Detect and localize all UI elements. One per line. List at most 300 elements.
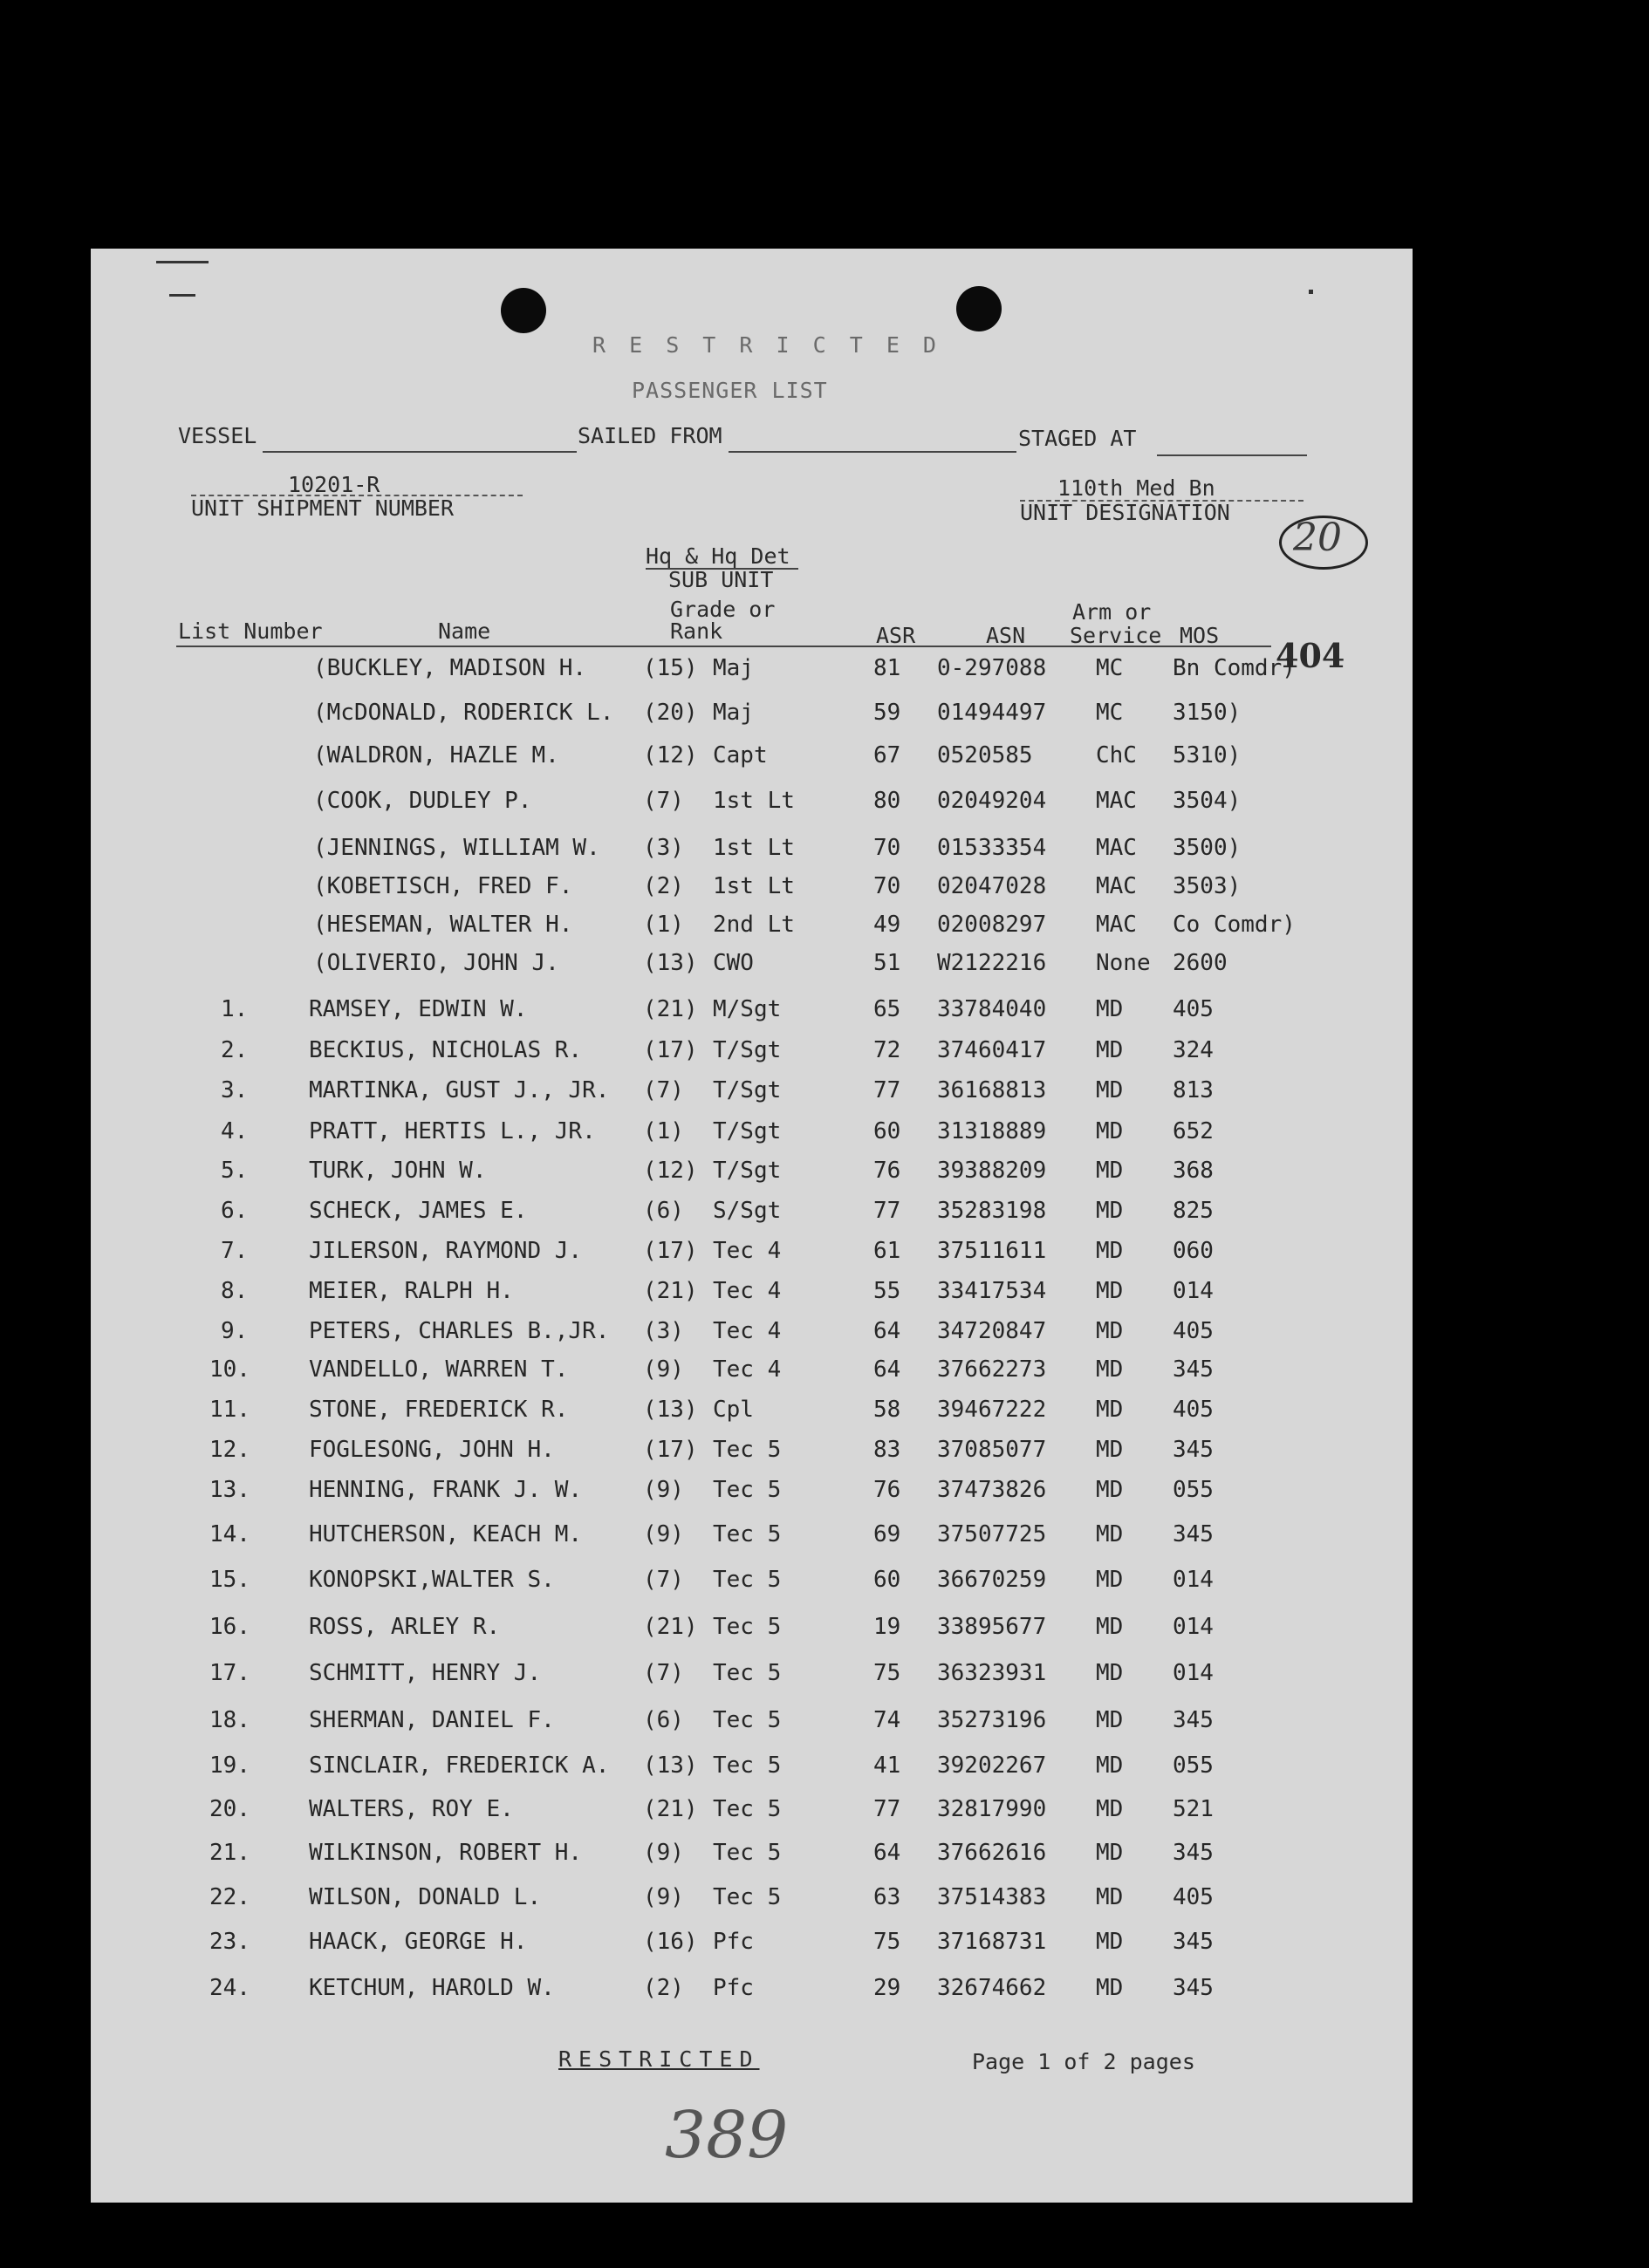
punch-hole-right xyxy=(956,286,1002,331)
asn-cell: 33895677 xyxy=(937,1614,1047,1640)
grade-code-cell: (12) xyxy=(643,742,698,769)
grade-code-cell: (9) xyxy=(643,1840,684,1866)
arm-service-cell: MC xyxy=(1096,655,1124,681)
rank-cell: Tec 5 xyxy=(713,1521,782,1547)
list-number-cell: 24. xyxy=(209,1975,250,2001)
mos-cell: 405 xyxy=(1173,1397,1214,1423)
grade-code-cell: (21) xyxy=(643,1278,698,1304)
name-cell: (WALDRON, HAZLE M. xyxy=(313,742,559,769)
arm-service-cell: MD xyxy=(1096,1356,1124,1383)
grade-code-cell: (2) xyxy=(643,873,684,899)
name-cell: PRATT, HERTIS L., JR. xyxy=(309,1118,596,1144)
arm-service-cell: MD xyxy=(1096,996,1124,1022)
asn-cell: 39202267 xyxy=(937,1752,1047,1779)
asn-cell: 31318889 xyxy=(937,1118,1047,1144)
classification-top: R E S T R I C T E D xyxy=(592,332,941,358)
rank-cell: Tec 5 xyxy=(713,1660,782,1686)
handwritten-page-number: 389 xyxy=(665,2098,789,2173)
arm-service-cell: MAC xyxy=(1096,873,1137,899)
list-number-cell: 6. xyxy=(221,1198,249,1224)
asr-cell: 63 xyxy=(873,1884,901,1910)
name-cell: WILSON, DONALD L. xyxy=(309,1884,542,1910)
asr-cell: 65 xyxy=(873,996,901,1022)
asr-cell: 55 xyxy=(873,1278,901,1304)
table-row xyxy=(91,998,1413,1035)
asr-cell: 59 xyxy=(873,700,901,726)
asn-cell: 32817990 xyxy=(937,1796,1047,1822)
grade-code-cell: (13) xyxy=(643,1752,698,1779)
arm-service-cell: MAC xyxy=(1096,835,1137,861)
table-row xyxy=(91,1320,1413,1356)
name-cell: HUTCHERSON, KEACH M. xyxy=(309,1521,583,1547)
arm-service-cell: MD xyxy=(1096,1318,1124,1344)
table-row xyxy=(91,701,1413,738)
grade-code-cell: (12) xyxy=(643,1158,698,1184)
column-header-asn: ASN xyxy=(986,623,1026,648)
asn-cell: 37662616 xyxy=(937,1840,1047,1866)
table-row xyxy=(91,1841,1413,1878)
asn-cell: 01533354 xyxy=(937,835,1047,861)
name-cell: ROSS, ARLEY R. xyxy=(309,1614,501,1640)
rank-cell: Tec 5 xyxy=(713,1884,782,1910)
table-row xyxy=(91,837,1413,873)
grade-code-cell: (2) xyxy=(643,1975,684,2001)
asr-cell: 77 xyxy=(873,1077,901,1103)
list-number-cell: 5. xyxy=(221,1158,249,1184)
unit-designation-label: UNIT DESIGNATION xyxy=(1020,500,1230,525)
grade-code-cell: (9) xyxy=(643,1356,684,1383)
asr-cell: 83 xyxy=(873,1437,901,1463)
list-number-cell: 1. xyxy=(221,996,249,1022)
arm-service-cell: MAC xyxy=(1096,912,1137,938)
rank-cell: Maj xyxy=(713,700,754,726)
mos-cell: 345 xyxy=(1173,1356,1214,1383)
grade-code-cell: (7) xyxy=(643,1077,684,1103)
list-number-cell: 20. xyxy=(209,1796,250,1822)
mos-cell: Bn Comdr) xyxy=(1173,655,1296,681)
grade-code-cell: (17) xyxy=(643,1437,698,1463)
table-row xyxy=(91,657,1413,693)
arm-service-cell: MC xyxy=(1096,700,1124,726)
mos-cell: 405 xyxy=(1173,1318,1214,1344)
grade-code-cell: (1) xyxy=(643,1118,684,1144)
list-number-cell: 12. xyxy=(209,1437,250,1463)
grade-code-cell: (7) xyxy=(643,1567,684,1593)
name-cell: SCHMITT, HENRY J. xyxy=(309,1660,542,1686)
mos-cell: 014 xyxy=(1173,1567,1214,1593)
asn-cell: 02049204 xyxy=(937,788,1047,814)
arm-service-cell: MAC xyxy=(1096,788,1137,814)
table-row xyxy=(91,1159,1413,1196)
name-cell: MARTINKA, GUST J., JR. xyxy=(309,1077,610,1103)
mos-cell: 405 xyxy=(1173,996,1214,1022)
name-cell: MEIER, RALPH H. xyxy=(309,1278,514,1304)
ink-speck xyxy=(156,261,209,263)
mos-cell: 2600 xyxy=(1173,950,1228,976)
table-row xyxy=(91,952,1413,988)
arm-service-cell: MD xyxy=(1096,1037,1124,1063)
header-rule xyxy=(176,646,1271,647)
vessel-line xyxy=(263,451,577,453)
staged-at-label: STAGED AT xyxy=(1018,426,1137,451)
ink-speck xyxy=(169,294,195,297)
list-number-cell: 19. xyxy=(209,1752,250,1779)
grade-code-cell: (7) xyxy=(643,1660,684,1686)
grade-code-cell: (9) xyxy=(643,1884,684,1910)
arm-service-cell: MD xyxy=(1096,1158,1124,1184)
arm-service-cell: MD xyxy=(1096,1929,1124,1955)
arm-service-cell: MD xyxy=(1096,1521,1124,1547)
mos-cell: 060 xyxy=(1173,1238,1214,1264)
rank-cell: Tec 5 xyxy=(713,1477,782,1503)
rank-cell: T/Sgt xyxy=(713,1118,782,1144)
rank-cell: T/Sgt xyxy=(713,1158,782,1184)
grade-code-cell: (6) xyxy=(643,1198,684,1224)
mos-cell: 813 xyxy=(1173,1077,1214,1103)
arm-service-cell: None xyxy=(1096,950,1151,976)
rank-cell: T/Sgt xyxy=(713,1077,782,1103)
mos-cell: 345 xyxy=(1173,1929,1214,1955)
mos-cell: Co Comdr) xyxy=(1173,912,1296,938)
table-row xyxy=(91,913,1413,950)
arm-service-cell: MD xyxy=(1096,1238,1124,1264)
name-cell: PETERS, CHARLES B.,JR. xyxy=(309,1318,610,1344)
rank-cell: Tec 4 xyxy=(713,1356,782,1383)
asr-cell: 81 xyxy=(873,655,901,681)
table-row xyxy=(91,1358,1413,1395)
table-row xyxy=(91,1039,1413,1076)
rank-cell: S/Sgt xyxy=(713,1198,782,1224)
asr-cell: 74 xyxy=(873,1707,901,1733)
asr-cell: 19 xyxy=(873,1614,901,1640)
asr-cell: 76 xyxy=(873,1158,901,1184)
rank-cell: Tec 5 xyxy=(713,1796,782,1822)
asn-cell: 39467222 xyxy=(937,1397,1047,1423)
mos-cell: 345 xyxy=(1173,1707,1214,1733)
name-cell: TURK, JOHN W. xyxy=(309,1158,487,1184)
rank-cell: T/Sgt xyxy=(713,1037,782,1063)
table-row xyxy=(91,1886,1413,1923)
list-number-cell: 14. xyxy=(209,1521,250,1547)
arm-service-cell: MD xyxy=(1096,1567,1124,1593)
grade-code-cell: (17) xyxy=(643,1037,698,1063)
asn-cell: 01494497 xyxy=(937,700,1047,726)
asn-cell: 37514383 xyxy=(937,1884,1047,1910)
table-row xyxy=(91,1199,1413,1236)
grade-code-cell: (3) xyxy=(643,835,684,861)
sub-unit-label: SUB UNIT xyxy=(668,567,774,592)
asr-cell: 61 xyxy=(873,1238,901,1264)
table-row xyxy=(91,1120,1413,1157)
column-header-grade-line1: Grade or xyxy=(670,597,776,622)
grade-code-cell: (7) xyxy=(643,788,684,814)
mos-cell: 345 xyxy=(1173,1975,1214,2001)
name-cell: (McDONALD, RODERICK L. xyxy=(313,700,614,726)
column-header-list-number: List Number xyxy=(178,618,323,644)
name-cell: HAACK, GEORGE H. xyxy=(309,1929,528,1955)
asr-cell: 51 xyxy=(873,950,901,976)
name-cell: (BUCKLEY, MADISON H. xyxy=(313,655,587,681)
asn-cell: 02047028 xyxy=(937,873,1047,899)
name-cell: VANDELLO, WARREN T. xyxy=(309,1356,569,1383)
mos-cell: 345 xyxy=(1173,1437,1214,1463)
asn-cell: 36323931 xyxy=(937,1660,1047,1686)
asr-cell: 77 xyxy=(873,1796,901,1822)
mos-cell: 3504) xyxy=(1173,788,1242,814)
table-row xyxy=(91,875,1413,912)
rank-cell: Cpl xyxy=(713,1397,754,1423)
asn-cell: 02008297 xyxy=(937,912,1047,938)
asr-cell: 75 xyxy=(873,1929,901,1955)
mos-cell: 405 xyxy=(1173,1884,1214,1910)
table-row xyxy=(91,1977,1413,2013)
asn-cell: 35273196 xyxy=(937,1707,1047,1733)
asr-cell: 64 xyxy=(873,1356,901,1383)
asn-cell: 36168813 xyxy=(937,1077,1047,1103)
rank-cell: 2nd Lt xyxy=(713,912,795,938)
name-cell: SCHECK, JAMES E. xyxy=(309,1198,528,1224)
grade-code-cell: (1) xyxy=(643,912,684,938)
table-row xyxy=(91,1280,1413,1316)
asn-cell: 32674662 xyxy=(937,1975,1047,2001)
asn-cell: 36670259 xyxy=(937,1567,1047,1593)
asr-cell: 77 xyxy=(873,1198,901,1224)
asn-cell: 34720847 xyxy=(937,1318,1047,1344)
arm-service-cell: MD xyxy=(1096,1975,1124,2001)
arm-service-cell: MD xyxy=(1096,1660,1124,1686)
asr-cell: 75 xyxy=(873,1660,901,1686)
circled-number: 20 xyxy=(1293,516,1342,560)
page-info: Page 1 of 2 pages xyxy=(972,2049,1195,2074)
list-number-cell: 13. xyxy=(209,1477,250,1503)
asr-cell: 49 xyxy=(873,912,901,938)
arm-service-cell: ChC xyxy=(1096,742,1137,769)
sub-unit-value: Hq & Hq Det xyxy=(646,543,790,569)
table-row xyxy=(91,1754,1413,1791)
mos-cell: 014 xyxy=(1173,1278,1214,1304)
grade-code-cell: (13) xyxy=(643,1397,698,1423)
grade-code-cell: (20) xyxy=(643,700,698,726)
mos-cell: 521 xyxy=(1173,1796,1214,1822)
list-number-cell: 15. xyxy=(209,1567,250,1593)
grade-code-cell: (17) xyxy=(643,1238,698,1264)
rank-cell: Tec 5 xyxy=(713,1614,782,1640)
arm-service-cell: MD xyxy=(1096,1796,1124,1822)
asr-cell: 41 xyxy=(873,1752,901,1779)
grade-code-cell: (13) xyxy=(643,950,698,976)
arm-service-cell: MD xyxy=(1096,1278,1124,1304)
arm-service-cell: MD xyxy=(1096,1752,1124,1779)
list-number-cell: 7. xyxy=(221,1238,249,1264)
asn-cell: 37085077 xyxy=(937,1437,1047,1463)
table-row xyxy=(91,1079,1413,1116)
name-cell: HENNING, FRANK J. W. xyxy=(309,1477,583,1503)
list-number-cell: 21. xyxy=(209,1840,250,1866)
name-cell: JILERSON, RAYMOND J. xyxy=(309,1238,583,1264)
asn-cell: 0-297088 xyxy=(937,655,1047,681)
rank-cell: 1st Lt xyxy=(713,788,795,814)
document-page xyxy=(91,249,1413,2203)
mos-cell: 014 xyxy=(1173,1660,1214,1686)
table-row xyxy=(91,1523,1413,1560)
punch-hole-left xyxy=(501,288,546,333)
grade-code-cell: (6) xyxy=(643,1707,684,1733)
document-title: PASSENGER LIST xyxy=(632,378,828,403)
rank-cell: Tec 5 xyxy=(713,1840,782,1866)
table-row xyxy=(91,1398,1413,1435)
rank-cell: Tec 4 xyxy=(713,1238,782,1264)
rank-cell: Pfc xyxy=(713,1975,754,2001)
arm-service-cell: MD xyxy=(1096,1437,1124,1463)
asr-cell: 72 xyxy=(873,1037,901,1063)
rank-cell: CWO xyxy=(713,950,754,976)
asr-cell: 64 xyxy=(873,1840,901,1866)
name-cell: STONE, FREDERICK R. xyxy=(309,1397,569,1423)
table-row xyxy=(91,1662,1413,1698)
asn-cell: 33784040 xyxy=(937,996,1047,1022)
list-number-cell: 16. xyxy=(209,1614,250,1640)
name-cell: (JENNINGS, WILLIAM W. xyxy=(313,835,600,861)
arm-service-cell: MD xyxy=(1096,1477,1124,1503)
table-row xyxy=(91,1240,1413,1276)
mos-cell: 345 xyxy=(1173,1521,1214,1547)
asr-cell: 76 xyxy=(873,1477,901,1503)
rank-cell: 1st Lt xyxy=(713,873,795,899)
rank-cell: Capt xyxy=(713,742,768,769)
unit-shipment-number-value: 10201-R xyxy=(288,472,380,497)
unit-shipment-number-label: UNIT SHIPMENT NUMBER xyxy=(191,495,455,521)
asr-cell: 60 xyxy=(873,1567,901,1593)
unit-designation-value: 110th Med Bn xyxy=(1057,475,1215,501)
list-number-cell: 2. xyxy=(221,1037,249,1063)
name-cell: (KOBETISCH, FRED F. xyxy=(313,873,573,899)
rank-cell: Tec 5 xyxy=(713,1567,782,1593)
column-header-mos: MOS xyxy=(1180,623,1220,648)
list-number-cell: 23. xyxy=(209,1929,250,1955)
rank-cell: Tec 5 xyxy=(713,1437,782,1463)
mos-cell: 5310) xyxy=(1173,742,1242,769)
name-cell: SHERMAN, DANIEL F. xyxy=(309,1707,555,1733)
column-header-arm-line1: Arm or xyxy=(1072,599,1152,625)
name-cell: WALTERS, ROY E. xyxy=(309,1796,514,1822)
rank-cell: Maj xyxy=(713,655,754,681)
list-number-cell: 11. xyxy=(209,1397,250,1423)
column-header-grade-line2: Rank xyxy=(670,618,723,644)
list-number-cell: 17. xyxy=(209,1660,250,1686)
asr-cell: 70 xyxy=(873,835,901,861)
grade-code-cell: (21) xyxy=(643,996,698,1022)
list-number-cell: 22. xyxy=(209,1884,250,1910)
table-row xyxy=(91,1438,1413,1475)
name-cell: SINCLAIR, FREDERICK A. xyxy=(309,1752,610,1779)
table-row xyxy=(91,1616,1413,1652)
asn-cell: 0520585 xyxy=(937,742,1033,769)
asn-cell: W2122216 xyxy=(937,950,1047,976)
rank-cell: Tec 5 xyxy=(713,1707,782,1733)
name-cell: (COOK, DUDLEY P. xyxy=(313,788,532,814)
column-header-asr: ASR xyxy=(876,623,916,648)
table-row xyxy=(91,789,1413,826)
asn-cell: 37511611 xyxy=(937,1238,1047,1264)
asr-cell: 58 xyxy=(873,1397,901,1423)
mos-cell: 368 xyxy=(1173,1158,1214,1184)
asr-cell: 64 xyxy=(873,1318,901,1344)
name-cell: FOGLESONG, JOHN H. xyxy=(309,1437,555,1463)
rank-cell: Tec 4 xyxy=(713,1278,782,1304)
grade-code-cell: (3) xyxy=(643,1318,684,1344)
mos-cell: 3150) xyxy=(1173,700,1242,726)
sailed-from-label: SAILED FROM xyxy=(578,423,722,448)
column-header-name: Name xyxy=(438,618,491,644)
asn-cell: 39388209 xyxy=(937,1158,1047,1184)
asn-cell: 37168731 xyxy=(937,1929,1047,1955)
list-number-cell: 8. xyxy=(221,1278,249,1304)
asr-cell: 70 xyxy=(873,873,901,899)
name-cell: (HESEMAN, WALTER H. xyxy=(313,912,573,938)
arm-service-cell: MD xyxy=(1096,1077,1124,1103)
asn-cell: 35283198 xyxy=(937,1198,1047,1224)
rank-cell: M/Sgt xyxy=(713,996,782,1022)
grade-code-cell: (9) xyxy=(643,1477,684,1503)
grade-code-cell: (9) xyxy=(643,1521,684,1547)
arm-service-cell: MD xyxy=(1096,1118,1124,1144)
grade-code-cell: (15) xyxy=(643,655,698,681)
mos-cell: 345 xyxy=(1173,1840,1214,1866)
table-row xyxy=(91,1930,1413,1967)
mos-cell: 014 xyxy=(1173,1614,1214,1640)
name-cell: KONOPSKI,WALTER S. xyxy=(309,1567,555,1593)
list-number-cell: 10. xyxy=(209,1356,250,1383)
mos-cell: 3500) xyxy=(1173,835,1242,861)
asn-cell: 37507725 xyxy=(937,1521,1047,1547)
grade-code-cell: (21) xyxy=(643,1796,698,1822)
asn-cell: 37473826 xyxy=(937,1477,1047,1503)
name-cell: (OLIVERIO, JOHN J. xyxy=(313,950,559,976)
arm-service-cell: MD xyxy=(1096,1840,1124,1866)
name-cell: BECKIUS, NICHOLAS R. xyxy=(309,1037,583,1063)
arm-service-cell: MD xyxy=(1096,1707,1124,1733)
asr-cell: 69 xyxy=(873,1521,901,1547)
arm-service-cell: MD xyxy=(1096,1397,1124,1423)
rank-cell: Tec 5 xyxy=(713,1752,782,1779)
name-cell: RAMSEY, EDWIN W. xyxy=(309,996,528,1022)
mos-cell: 3503) xyxy=(1173,873,1242,899)
classification-bottom: RESTRICTED xyxy=(558,2046,760,2072)
table-row xyxy=(91,1479,1413,1515)
asn-cell: 37662273 xyxy=(937,1356,1047,1383)
list-number-cell: 4. xyxy=(221,1118,249,1144)
staged-at-line xyxy=(1157,454,1307,456)
table-row xyxy=(91,744,1413,781)
mos-cell: 324 xyxy=(1173,1037,1214,1063)
mos-cell: 055 xyxy=(1173,1752,1214,1779)
name-cell: WILKINSON, ROBERT H. xyxy=(309,1840,583,1866)
arm-service-cell: MD xyxy=(1096,1884,1124,1910)
asr-cell: 29 xyxy=(873,1975,901,2001)
arm-service-cell: MD xyxy=(1096,1198,1124,1224)
name-cell: KETCHUM, HAROLD W. xyxy=(309,1975,555,2001)
asn-cell: 33417534 xyxy=(937,1278,1047,1304)
stamp-number: 404 xyxy=(1276,636,1345,675)
grade-code-cell: (21) xyxy=(643,1614,698,1640)
table-row xyxy=(91,1798,1413,1834)
asr-cell: 67 xyxy=(873,742,901,769)
asr-cell: 80 xyxy=(873,788,901,814)
asr-cell: 60 xyxy=(873,1118,901,1144)
grade-code-cell: (16) xyxy=(643,1929,698,1955)
ink-speck xyxy=(1309,290,1313,294)
arm-service-cell: MD xyxy=(1096,1614,1124,1640)
